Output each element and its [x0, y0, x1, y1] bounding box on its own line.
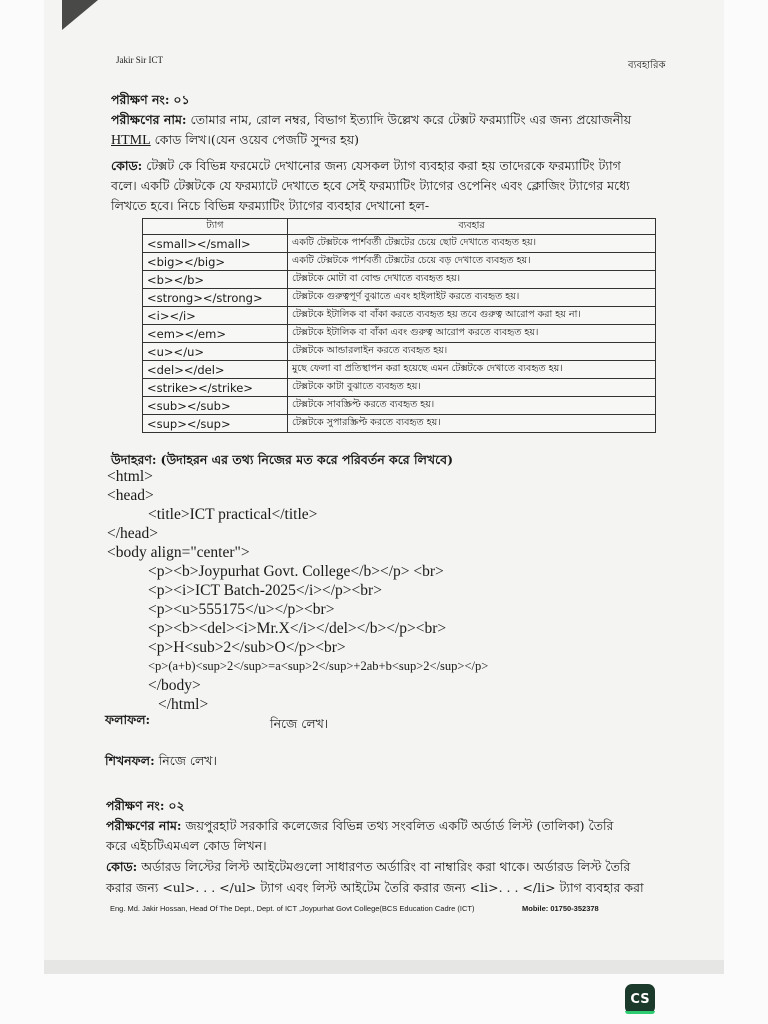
- exp1-name-text-2: কোড লিখ।(যেন ওয়েব পেজটি সুন্দর হয়): [154, 132, 359, 147]
- code-line: </html>: [158, 696, 209, 713]
- code-line: <p><u>555175</u></p><br>: [148, 601, 335, 618]
- use-cell: টেক্সটকে আন্ডারলাইন করতে ব্যবহৃত হয়।: [288, 343, 656, 361]
- exp1-name-label: পরীক্ষণের নাম:: [111, 112, 187, 127]
- exp2-code-text-1: অর্ডারড লিস্টের লিস্ট আইটেমগুলো সাধারণত অর্ডারিং বা নাম্বারিং করা থাকে। অর্ডারড লিস্ট তৈরি: [141, 859, 631, 874]
- code-line: <title>ICT practical</title>: [148, 506, 318, 523]
- exp1-code-text-1: টেক্সট কে বিভিন্ন ফরমেটে দেখানোর জন্য যেসকল ট্যাগ ব্যবহার করা হয় তাদেরকে ফরম্যাটিং ট্যাগ: [146, 158, 621, 173]
- use-cell: একটি টেক্সটকে পার্শবর্তী টেক্সটের চেয়ে বড় দেখাতে ব্যবহৃত হয়।: [288, 253, 656, 271]
- tag-cell: <strong></strong>: [143, 289, 288, 307]
- use-cell: মুছে ফেলা বা প্রতিস্থাপন করা হয়েছে এমন টেক্সটকে দেখাতে ব্যবহৃত হয়।: [288, 361, 656, 379]
- table-row: [143, 415, 656, 433]
- code-line: </head>: [107, 525, 159, 542]
- result-value: নিজে লেখ।: [270, 716, 329, 731]
- header-right: ব্যবহারিক: [628, 60, 666, 71]
- tag-cell: <big></big>: [143, 253, 288, 271]
- code-line: <head>: [107, 487, 154, 504]
- table-row: [143, 361, 656, 379]
- exp2-name-line-1: [106, 816, 706, 836]
- example-note: (উদাহরন এর তথ্য নিজের মত করে পরিবর্তন করে লিখবে): [160, 452, 454, 467]
- page-footer: [110, 904, 599, 913]
- use-cell: টেক্সটকে মোটা বা বোল্ড দেখাতে ব্যবহৃত হয়।: [288, 271, 656, 289]
- exp2-name-text-1: জয়পুরহাট সরকারি কলেজের বিভিন্ন তথ্য সংবলিত একটি অর্ডার্ড লিস্ট (তালিকা) তৈরি: [185, 818, 614, 833]
- exp2-code-line-1: [106, 857, 706, 877]
- exp2-name-label: পরীক্ষণের নাম:: [106, 818, 182, 833]
- code-line: <p><b>Joypurhat Govt. College</b></p> <br>: [148, 563, 444, 580]
- exp1-code-label: কোড:: [111, 158, 143, 173]
- badge-label: CS: [630, 991, 650, 1007]
- table-row: [143, 307, 656, 325]
- footer-author: Eng. Md. Jakir Hossan, Head Of The Dept., Dept. of ICT ,Joypurhat Govt College(BCS Education Cadre (ICT): [110, 904, 475, 913]
- formatting-tag-table: [142, 218, 656, 433]
- exp2-code-line-2: করার জন্য <ul>. . . </ul> ট্যাগ এবং লিস্ট আইটেম তৈরি করার জন্য <li>. . . </li> ট্যাগ ব্যবহার করা: [106, 880, 644, 895]
- code-line: <html>: [107, 468, 153, 485]
- table-header-use: ব্যবহার: [288, 219, 656, 235]
- table-row: [143, 397, 656, 415]
- exp2-number-label: পরীক্ষণ নং:: [106, 798, 165, 813]
- use-cell: একটি টেক্সটকে পার্শবর্তী টেক্সটের চেয়ে ছোট দেখাতে ব্যবহৃত হয়।: [288, 235, 656, 253]
- folded-corner: [62, 0, 98, 30]
- exp1-name-line-2: [111, 130, 691, 151]
- learning-label: শিখনফল:: [105, 753, 155, 768]
- use-cell: টেক্সটকে সাবস্ক্রিপ্ট করতে ব্যবহৃত হয়।: [288, 397, 656, 415]
- exp1-number-line: [111, 90, 691, 110]
- tag-cell: <em></em>: [143, 325, 288, 343]
- table-row: [143, 253, 656, 271]
- tag-cell: <small></small>: [143, 235, 288, 253]
- exp2-name-line-2: করে এইচটিএমএল কোড লিখন।: [106, 838, 267, 853]
- exp2-number-line: [106, 796, 686, 816]
- example-label: উদাহরণ:: [111, 452, 157, 467]
- exp1-code-line-3: লিখতে হবে। নিচে বিভিন্ন ফরম্যাটিং ট্যাগের ব্যবহার দেখানো হল-: [111, 198, 430, 213]
- tag-cell: <del></del>: [143, 361, 288, 379]
- exp1-name-text-1: তোমার নাম, রোল নম্বর, বিভাগ ইত্যাদি উল্লেখ করে টেক্সট ফরম্যাটিং এর জন্য প্রয়োজনীয়: [190, 112, 632, 127]
- code-line: <body align="center">: [107, 544, 250, 561]
- learning-value: নিজে লেখ।: [158, 753, 217, 768]
- page-edge-shadow: [44, 960, 724, 974]
- table-row: [143, 343, 656, 361]
- code-line: <p><b><del><i>Mr.X</i></del></b></p><br>: [148, 620, 447, 637]
- learning-line: [105, 753, 217, 773]
- exp1-code-line-2: বলে। একটি টেক্সটকে যে ফরম্যাটে দেখাতে হবে সেই ফরম্যাটিং ট্যাগের ওপেনিং এবং ক্লোজিং ট্যাগের মধ্যে: [111, 178, 630, 193]
- tag-cell: <strike></strike>: [143, 379, 288, 397]
- table-row: [143, 379, 656, 397]
- code-line: <p>H<sub>2</sub>O</p><br>: [148, 639, 346, 656]
- exp1-number-label: পরীক্ষণ নং:: [111, 92, 170, 107]
- use-cell: টেক্সটকে সুপারস্ক্রিপ্ট করতে ব্যবহৃত হয়।: [288, 415, 656, 433]
- tag-cell: <sub></sub>: [143, 397, 288, 415]
- exp1-number: ০১: [173, 92, 190, 107]
- tag-cell: <b></b>: [143, 271, 288, 289]
- table-header-row: [143, 219, 656, 235]
- table-header-tag: ট্যাগ: [143, 219, 288, 235]
- exp2-code-label: কোড:: [106, 859, 138, 874]
- header-left: Jakir Sir ICT: [116, 55, 163, 65]
- example-heading: [111, 450, 691, 470]
- table-row: [143, 271, 656, 289]
- table-row: [143, 289, 656, 307]
- code-line: <p><i>ICT Batch-2025</i></p><br>: [148, 582, 382, 599]
- code-line: </body>: [148, 677, 201, 694]
- result-label: ফলাফল:: [105, 712, 151, 727]
- tag-cell: <u></u>: [143, 343, 288, 361]
- tag-cell: <sup></sup>: [143, 415, 288, 433]
- use-cell: টেক্সটকে গুরুত্বপূর্ণ বুঝাতে এবং হাইলাইট করতে ব্যবহৃত হয়।: [288, 289, 656, 307]
- code-line: <p>(a+b)<sup>2</sup>=a<sup>2</sup>+2ab+b<sup>2</sup></p>: [148, 659, 489, 673]
- use-cell: টেক্সটকে কাটা বুঝাতে ব্যবহৃত হয়।: [288, 379, 656, 397]
- footer-mobile: Mobile: 01750-352378: [522, 904, 599, 913]
- camscanner-badge-icon[interactable]: [625, 984, 655, 1014]
- exp1-name-html: HTML: [111, 133, 151, 148]
- exp2-number: ০২: [168, 798, 185, 813]
- exp1-name-line-1: [111, 110, 691, 130]
- use-cell: টেক্সটকে ইটালিক বা বাঁকা এবং গুরুত্ব আরোপ করতে ব্যবহৃত হয়।: [288, 325, 656, 343]
- tag-cell: <i></i>: [143, 307, 288, 325]
- table-row: [143, 325, 656, 343]
- use-cell: টেক্সটকে ইটালিক বা বাঁকা করতে ব্যবহৃত হয় তবে গুরুত্ব আরোপ করা হয় না।: [288, 307, 656, 325]
- table-row: [143, 235, 656, 253]
- exp1-code-line-1: [111, 156, 691, 176]
